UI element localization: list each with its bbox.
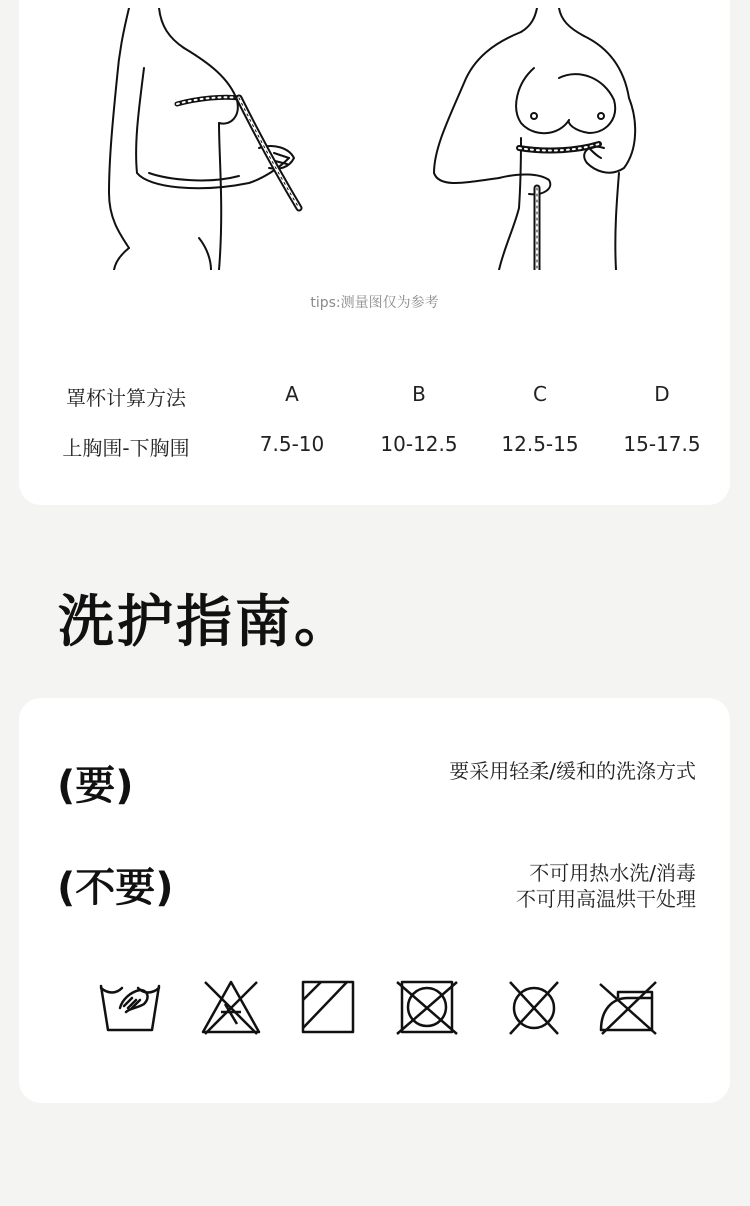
cup-b-range: 10-12.5 (380, 432, 458, 456)
no-dry-clean-icon (502, 978, 566, 1038)
cup-d-range: 15-17.5 (623, 432, 701, 456)
bust-difference-label: 上胸围-下胸围 (62, 436, 190, 460)
care-card (19, 698, 730, 1103)
cup-a-range: 7.5-10 (259, 432, 325, 456)
dont-note-line-1: 不可用热水洗/消毒 (529, 861, 696, 885)
cup-header-row (19, 382, 730, 412)
dont-note (516, 860, 696, 912)
cup-c-range: 12.5-15 (501, 432, 579, 456)
care-symbols (19, 978, 730, 1038)
do-note-text: 要采用轻柔/缓和的洗涤方式 (449, 759, 696, 783)
dont-label: (不要) (57, 865, 174, 911)
dry-in-shade-icon (297, 978, 361, 1038)
measure-upper-bust-illustration (89, 8, 319, 270)
measure-under-bust-illustration (409, 8, 649, 270)
hand-wash-icon (98, 978, 162, 1038)
dont-note-line-2: 不可用高温烘干处理 (516, 887, 696, 911)
do-label: (要) (57, 763, 134, 809)
cup-values-row (19, 432, 730, 462)
no-tumble-dry-icon (395, 978, 459, 1038)
cup-method-label: 罩杯计算方法 (66, 386, 186, 410)
cup-d-label: D (654, 382, 670, 406)
cup-a-label: A (285, 382, 299, 406)
do-note (449, 758, 696, 784)
no-iron-icon (596, 978, 660, 1038)
cup-c-label: C (533, 382, 547, 406)
no-bleach-icon (199, 978, 263, 1038)
care-guide-title: 洗护指南。 (58, 590, 353, 655)
tips-note: tips:测量图仅为参考 (310, 295, 439, 311)
cup-b-label: B (412, 382, 426, 406)
measurement-card (19, 0, 730, 505)
